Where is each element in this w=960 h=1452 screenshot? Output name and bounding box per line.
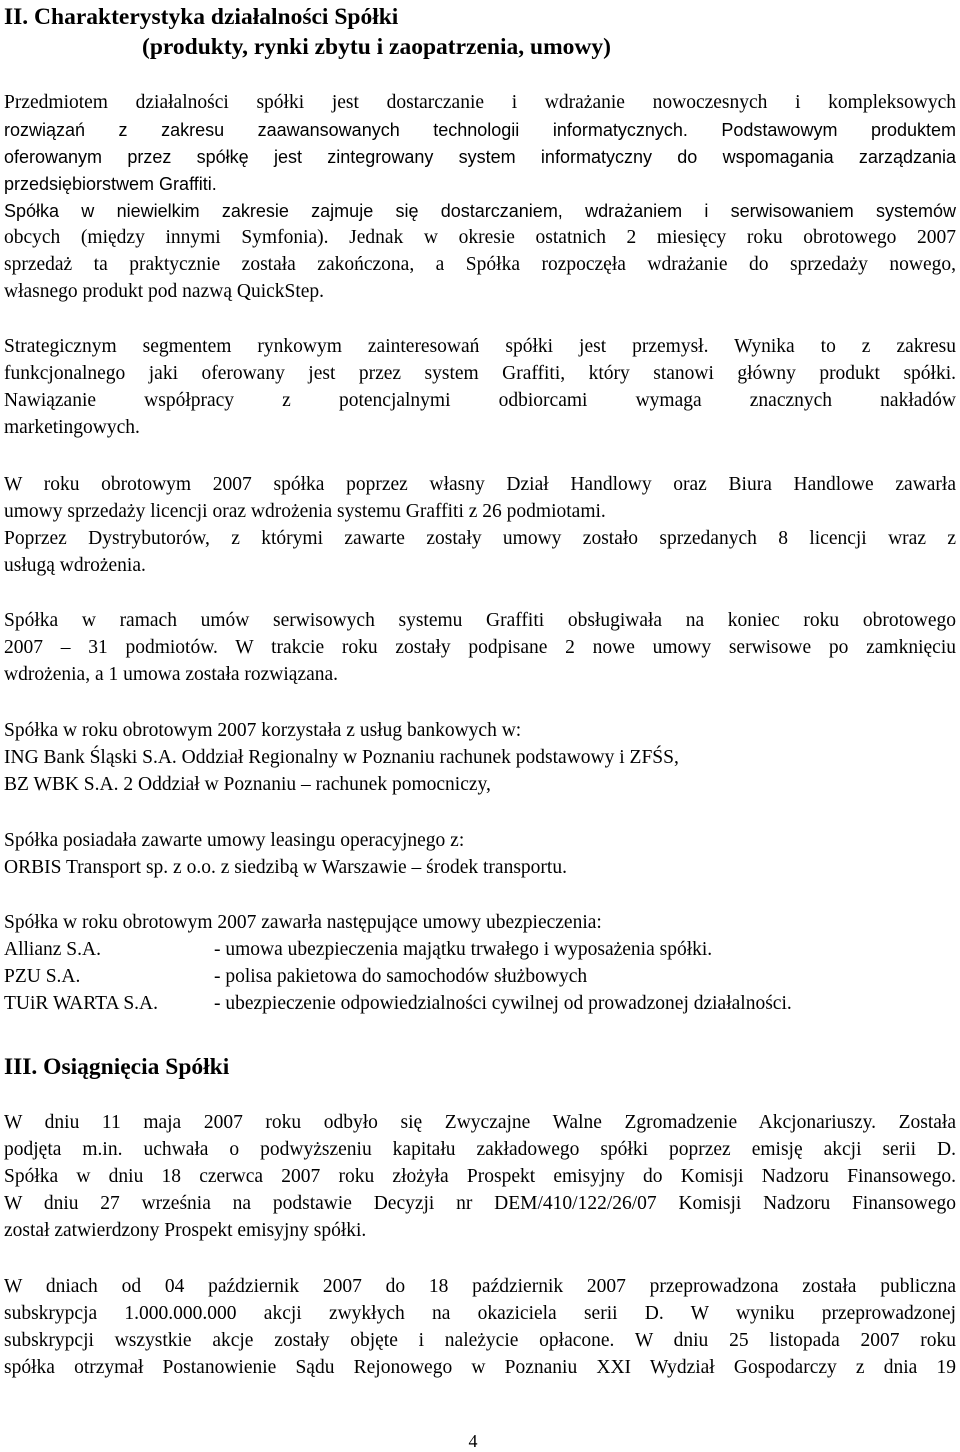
paragraph-line: Spółka w roku obrotowym 2007 korzystała z usług bankowych w:	[4, 720, 522, 741]
section-heading: III. Osiągnięcia Spółki	[4, 1054, 230, 1080]
paragraph-line: marketingowych.	[4, 417, 140, 438]
paragraph-line: Spółka w roku obrotowym 2007 zawarła następujące umowy ubezpieczenia:	[4, 912, 602, 933]
paragraph-line: 2007 – 31 podmiotów. W trakcie roku zostały podpisane 2 nowe umowy serwisowe po zamknięciu	[4, 637, 956, 658]
paragraph-line: subskrypcji wszystkie akcje zostały objęte i należycie opłacone. W dniu 25 listopada 2007 roku	[4, 1330, 956, 1351]
insurance-description: - ubezpieczenie odpowiedzialności cywilnej od prowadzonej działalności.	[214, 993, 792, 1014]
paragraph-line: funkcjonalnego jaki oferowany jest przez system Graffiti, który stanowi główny produkt spółki.	[4, 363, 956, 384]
paragraph-line: wdrożenia, a 1 umowa została rozwiązana.	[4, 664, 339, 685]
paragraph-line: podjęta m.in. uchwała o podwyższeniu kapitału zakładowego spółki poprzez emisję akcji serii D.	[4, 1139, 956, 1160]
section-subheading: (produkty, rynki zbytu i zaopatrzenia, umowy)	[142, 34, 611, 60]
paragraph-line: umowy sprzedaży licencji oraz wdrożenia systemu Graffiti z 26 podmiotami.	[4, 501, 606, 522]
paragraph-line: obcych (między innymi Symfonia). Jednak w okresie ostatnich 2 miesięcy roku obrotowego 2007	[4, 227, 956, 248]
paragraph-line: spółka otrzymał Postanowienie Sądu Rejonowego w Poznaniu XXI Wydział Gospodarczy z dnia 19	[4, 1357, 956, 1378]
paragraph-line: własnego produkt pod nazwą QuickStep.	[4, 281, 325, 302]
bank-line: BZ WBK S.A. 2 Oddział w Poznaniu – rachunek pomocniczy,	[4, 774, 491, 795]
bank-line: ING Bank Śląski S.A. Oddział Regionalny w Poznaniu rachunek podstawowy i ZFŚS,	[4, 747, 679, 768]
paragraph-line: Spółka w niewielkim zakresie zajmuje się dostarczaniem, wdrażaniem i serwisowaniem systemów	[4, 201, 956, 221]
paragraph-line: subskrypcja 1.000.000.000 akcji zwykłych na okaziciela serii D. W wyniku przeprowadzonej	[4, 1303, 956, 1324]
paragraph-line: został zatwierdzony Prospekt emisyjny spółki.	[4, 1220, 367, 1241]
paragraph-line: oferowanym przez spółkę jest zintegrowany system informatyczny do wspomagania zarządzania	[4, 147, 956, 167]
paragraph-line: Spółka w dniu 18 czerwca 2007 roku złożyła Prospekt emisyjny do Komisji Nadzoru Finansowego.	[4, 1166, 956, 1187]
section-heading: II. Charakterystyka działalności Spółki	[4, 4, 399, 30]
insurer-name: PZU S.A.	[4, 966, 81, 987]
paragraph-line: Przedmiotem działalności spółki jest dostarczanie i wdrażanie nowoczesnych i kompleksowych	[4, 92, 956, 113]
paragraph-line: Nawiązanie współpracy z potencjalnymi odbiorcami wymaga znacznych nakładów	[4, 390, 956, 411]
paragraph-line: rozwiązań z zakresu zaawansowanych technologii informatycznych. Podstawowym produktem	[4, 120, 956, 140]
page-number: 4	[468, 1431, 478, 1451]
insurer-name: TUiR WARTA S.A.	[4, 993, 159, 1014]
document-page	[4, 0, 956, 1451]
paragraph-line: przedsiębiorstwem Graffiti.	[4, 174, 217, 194]
paragraph-line: Poprzez Dystrybutorów, z którymi zawarte zostały umowy zostało sprzedanych 8 licencji wraz z	[4, 528, 956, 549]
paragraph-line: Strategicznym segmentem rynkowym zainteresowań spółki jest przemysł. Wynika to z zakresu	[4, 336, 956, 357]
paragraph-line: W dniu 27 września na podstawie Decyzji nr DEM/410/122/26/07 Komisji Nadzoru Finansowego	[4, 1193, 956, 1214]
paragraph-line: W dniach od 04 październik 2007 do 18 październik 2007 przeprowadzona została publiczna	[4, 1276, 956, 1297]
paragraph-line: sprzedaż ta praktycznie została zakończona, a Spółka rozpoczęła wdrażanie do sprzedaży nowego,	[4, 254, 956, 275]
paragraph-line: W dniu 11 maja 2007 roku odbyło się Zwyczajne Walne Zgromadzenie Akcjonariuszy. Została	[4, 1112, 956, 1133]
insurer-name: Allianz S.A.	[4, 939, 101, 960]
paragraph-line: Spółka w ramach umów serwisowych systemu Graffiti obsługiwała na koniec roku obrotowego	[4, 610, 956, 631]
insurance-description: - polisa pakietowa do samochodów służbowych	[214, 966, 588, 987]
paragraph-line: usługą wdrożenia.	[4, 555, 146, 576]
insurance-description: - umowa ubezpieczenia majątku trwałego i wyposażenia spółki.	[214, 939, 713, 960]
leasing-line: ORBIS Transport sp. z o.o. z siedzibą w Warszawie – środek transportu.	[4, 857, 567, 878]
paragraph-line: Spółka posiadała zawarte umowy leasingu operacyjnego z:	[4, 830, 465, 851]
paragraph-line: W roku obrotowym 2007 spółka poprzez własny Dział Handlowy oraz Biura Handlowe zawarła	[4, 474, 956, 495]
